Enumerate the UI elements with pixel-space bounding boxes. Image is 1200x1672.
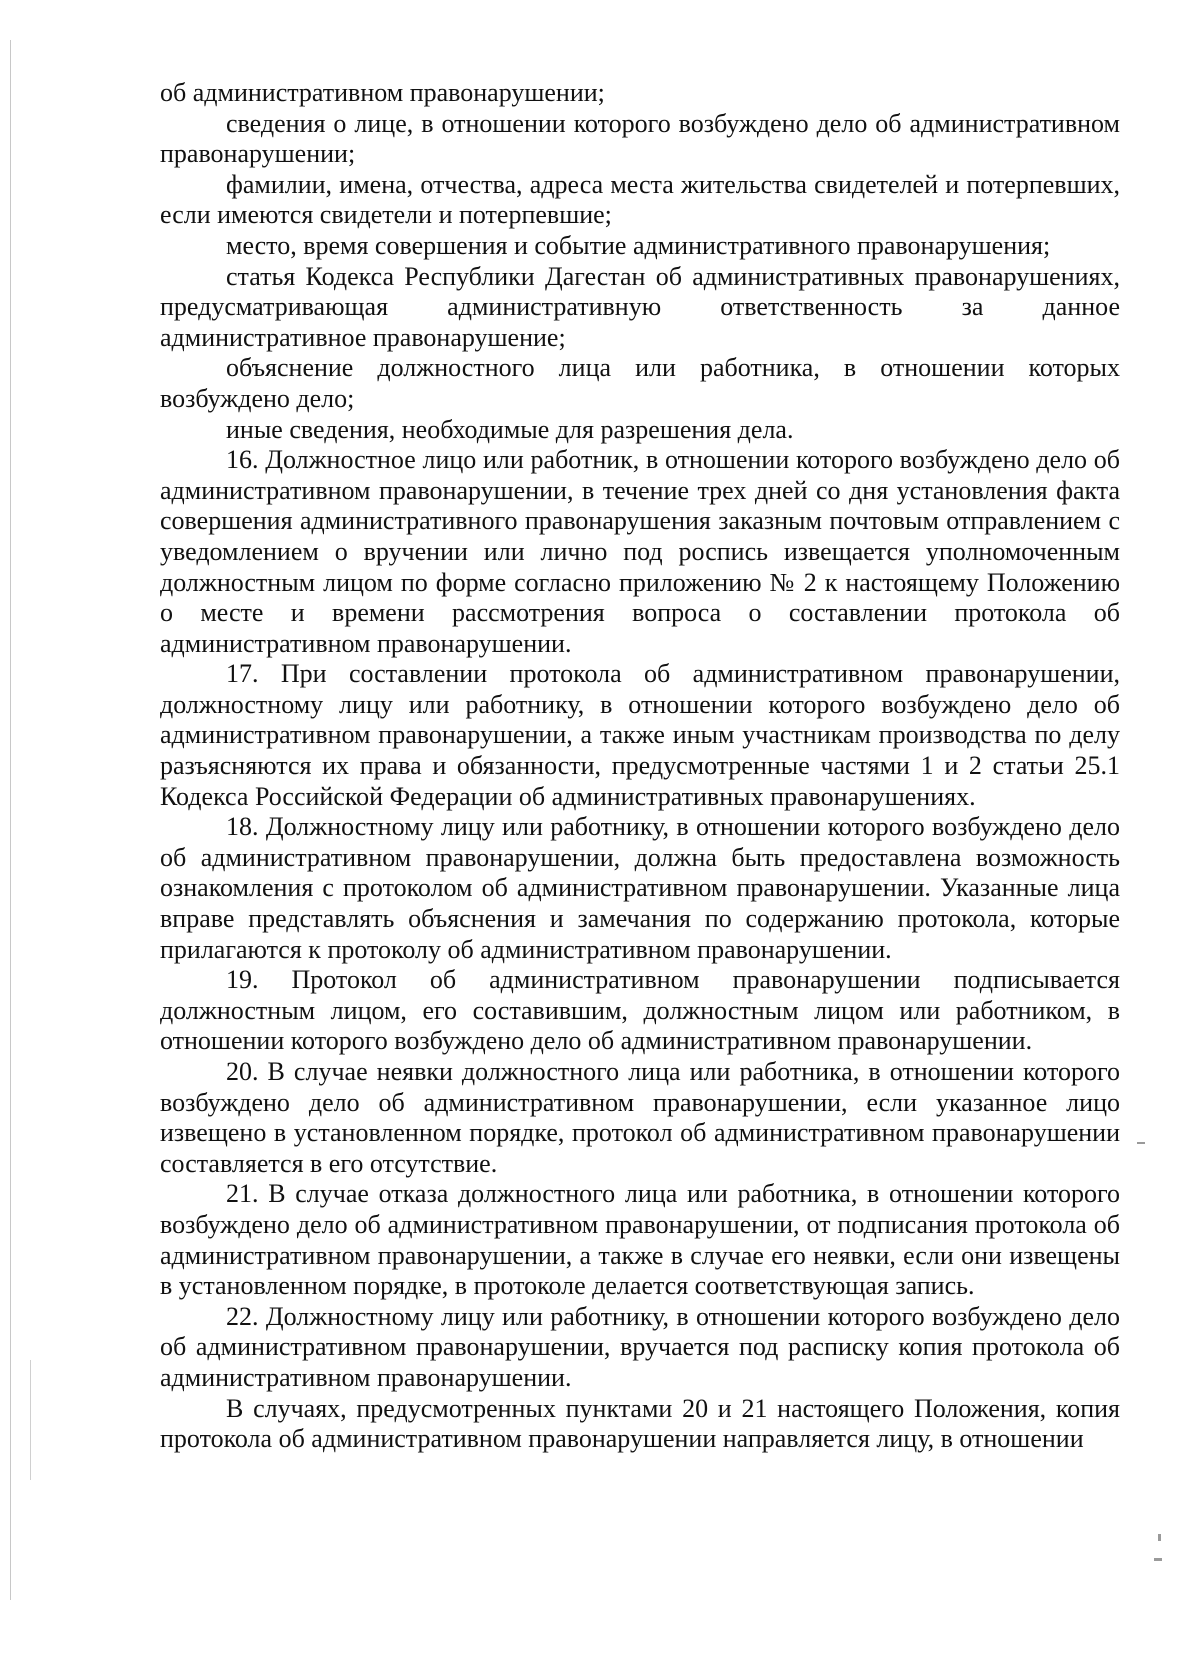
paragraph: место, время совершения и событие административного правонарушения;	[226, 230, 1051, 260]
scan-mark	[30, 1360, 31, 1480]
paragraph: объяснение должностного лица или работника, в отношении которых возбуждено дело;	[160, 353, 1120, 413]
paragraph: сведения о лице, в отношении которого возбуждено дело об административном правонарушении;	[160, 108, 1120, 169]
paragraph: иные сведения, необходимые для разрешения дела.	[226, 414, 794, 444]
scan-mark	[1154, 1558, 1162, 1561]
paragraph: статья Кодекса Республики Дагестан об административных правонарушениях, предусматривающая административную ответственность за данное административное правонарушение;	[160, 261, 1120, 352]
paragraph-item-18: 18. Должностному лицу или работнику, в отношении которого возбуждено дело об административном правонарушении, должна быть предоставлена возможность ознакомления с протоколом об административном правонарушении. Указанные лица вправе представлять объяснения и замечания по содержанию протокола, которые прилагаются к протоколу об административном правонарушении.	[160, 812, 1120, 964]
paragraph-item-21: 21. В случае отказа должностного лица или работника, в отношении которого возбуждено дело об административном правонарушении, от подписания протокола об административном правонарушении, а также в случае его неявки, если они извещены в установленном порядке, в протоколе делается соответствующая запись.	[160, 1179, 1120, 1301]
paragraph-continuation: В случаях, предусмотренных пунктами 20 и 21 настоящего Положения, копия протокола об административном правонарушении направляется лицу, в отношении	[160, 1393, 1120, 1454]
paragraph-item-20: 20. В случае неявки должностного лица или работника, в отношении которого возбуждено дело об административном правонарушении, если указанное лицо извещено в установленном порядке, протокол об административном правонарушении составляется в его отсутствие.	[160, 1057, 1120, 1178]
scan-mark	[1158, 1534, 1161, 1541]
scan-left-edge	[10, 40, 11, 1600]
scan-mark	[1137, 1142, 1145, 1144]
paragraph-item-22: 22. Должностному лицу или работнику, в отношении которого возбуждено дело об административном правонарушении, вручается под расписку копия протокола об административном правонарушении.	[160, 1301, 1120, 1392]
paragraph-item-17: 17. При составлении протокола об административном правонарушении, должностному лицу или работнику, в отношении которого возбуждено дело об административном правонарушении, а также иным участникам производства по делу разъясняются их права и обязанности, предусмотренные частями 1 и 2 статьи 25.1 Кодекса Российской Федерации об административных правонарушениях.	[160, 659, 1120, 811]
paragraph: фамилии, имена, отчества, адреса места жительства свидетелей и потерпевших, если имеются свидетели и потерпевшие;	[160, 169, 1120, 230]
paragraph: об административном правонарушении;	[160, 78, 605, 107]
document-body	[160, 78, 1120, 1455]
paragraph-item-16: 16. Должностное лицо или работник, в отношении которого возбуждено дело об административном правонарушении, в течение трех дней со дня установления факта совершения административного правонарушения заказным почтовым отправлением с уведомлением о вручении или лично под роспись извещается уполномоченным должностным лицом по форме согласно приложению № 2 к настоящему Положению о месте и времени рассмотрения вопроса о составлении протокола об административном правонарушении.	[160, 445, 1120, 658]
paragraph-item-19: 19. Протокол об административном правонарушении подписывается должностным лицом, его составившим, должностным лицом или работником, в отношении которого возбуждено дело об административном правонарушении.	[160, 965, 1120, 1056]
